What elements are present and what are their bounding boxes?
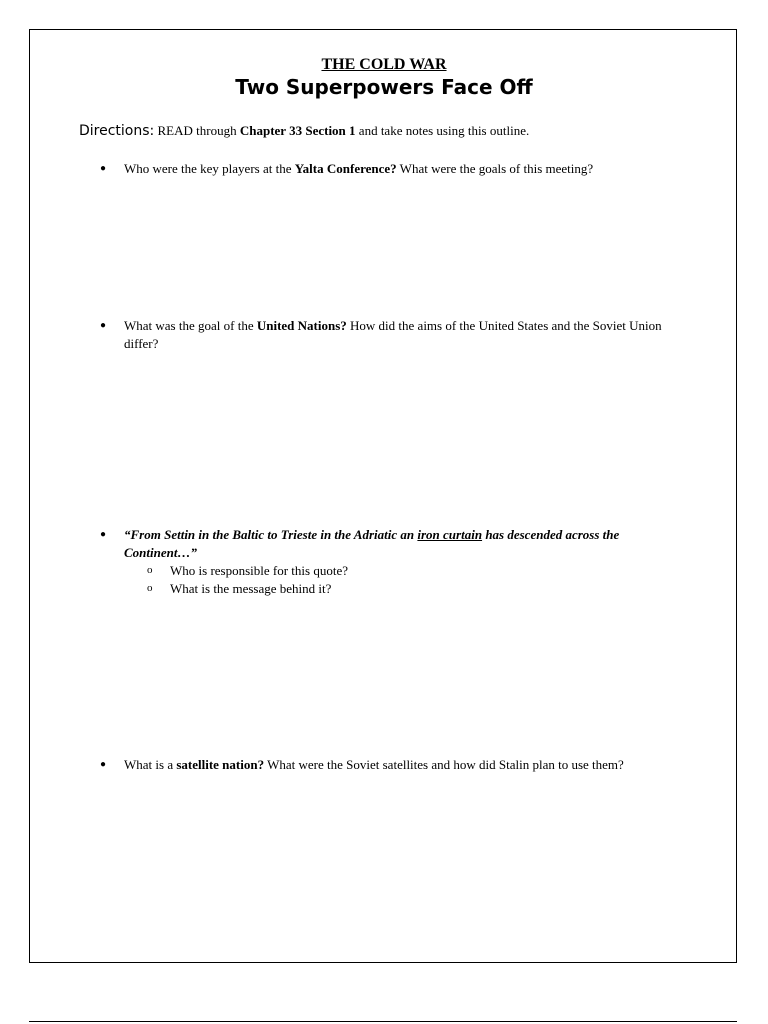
quote-text: has descended across the Continent…” (124, 527, 620, 560)
question-text: What were the Soviet satellites and how did Stalin plan to use them? (264, 757, 624, 772)
question-united-nations (124, 317, 669, 352)
worksheet-title: Two Superpowers Face Off (235, 75, 533, 99)
question-satellite-nation (124, 756, 672, 774)
directions-text-before: READ through (154, 123, 240, 138)
quote-text: “From Settin in the Baltic to Trieste in the Adriatic an (124, 527, 418, 542)
question-keyword: United Nations? (256, 318, 347, 333)
directions-chapter: Chapter 33 Section 1 (239, 123, 356, 138)
question-iron-curtain-quote (124, 526, 694, 561)
question-yalta (124, 160, 684, 178)
directions-lead: Directions: (79, 123, 155, 139)
question-text: How did the aims of the United States and the Soviet Union differ? (124, 318, 662, 351)
question-text: What was the goal of the (124, 318, 257, 333)
directions (79, 123, 529, 139)
bullet-icon: ● (100, 320, 107, 331)
quote-keyword: iron curtain (417, 527, 483, 542)
sub-bullet-icon: o (147, 564, 153, 576)
worksheet-kicker: THE COLD WAR (321, 56, 447, 73)
sub-bullet-icon: o (147, 582, 153, 594)
page-bottom-rule (29, 1021, 737, 1022)
question-text: What were the goals of this meeting? (396, 161, 594, 176)
question-text: What is a (124, 757, 177, 772)
subquestion: What is the message behind it? (170, 581, 332, 596)
bullet-icon: ● (100, 163, 107, 174)
directions-text-after: and take notes using this outline. (355, 123, 530, 138)
bullet-icon: ● (100, 529, 107, 540)
question-keyword: satellite nation? (176, 757, 265, 772)
bullet-icon: ● (100, 759, 107, 770)
question-keyword: Yalta Conference? (294, 161, 397, 176)
question-text: Who were the key players at the (124, 161, 295, 176)
subquestion: Who is responsible for this quote? (170, 563, 348, 578)
